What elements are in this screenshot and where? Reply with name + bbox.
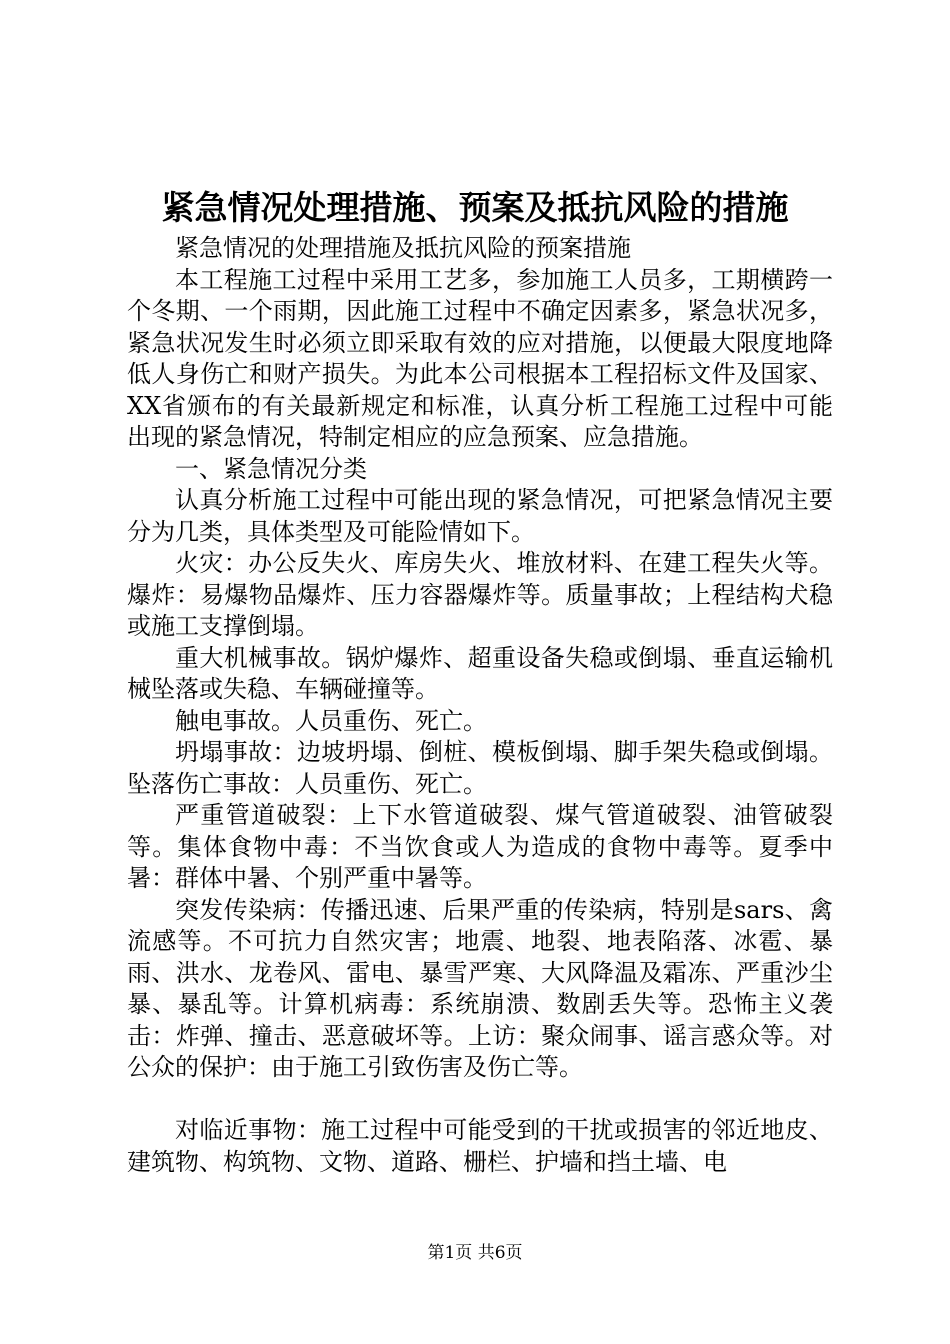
document-title: 紧急情况处理措施、预案及抵抗风险的措施	[161, 188, 789, 227]
blank-line	[127, 1084, 833, 1116]
paragraph-intro: 本工程施工过程中采用工艺多，参加施工人员多，工期横跨一个冬期、一个雨期，因此施工过程中不确定因素多，紧急状况多，紧急状况发生时必须立即采取有效的应对措施，以便最大限度地降低人身伤亡和财产损失。为此本公司根据本工程招标文件及国家、XX省颁布的有关最新规定和标准，认真分析工程施工过程中可能出现的紧急情况，特制定相应的应急预案、应急措施。	[127, 265, 833, 451]
paragraph-collapse: 坍塌事故：边坡坍塌、倒桩、模板倒塌、脚手架失稳或倒塌。坠落伤亡事故：人员重伤、死亡。	[127, 738, 833, 798]
page-footer: 第1页 共6页	[427, 1243, 523, 1263]
paragraph-subtitle: 紧急情况的处理措施及抵抗风险的预案措施	[175, 234, 631, 262]
paragraph-machinery: 重大机械事故。锅炉爆炸、超重设备失稳或倒塌、垂直运输机械坠落或失稳、车辆碰撞等。	[127, 643, 833, 703]
paragraph-fire: 火灾：办公反失火、库房失火、堆放材料、在建工程失火等。爆炸：易爆物品爆炸、压力容器爆炸等。质量事故；上程结构犬稳或施工支撑倒塌。	[127, 549, 833, 640]
paragraph-pipeline: 严重管道破裂：上下水管道破裂、煤气管道破裂、油管破裂等。集体食物中毒：不当饮食或人为造成的食物中毒等。夏季中暑：群体中暑、个别严重中暑等。	[127, 801, 833, 892]
paragraph-electric: 触电事故。人员重伤、死亡。	[175, 706, 487, 735]
paragraph-nearby: 对临近事物：施工过程中可能受到的干扰或损害的邻近地皮、建筑物、构筑物、文物、道路、栅栏、护墙和挡土墙、电	[127, 1116, 833, 1176]
section-heading-1: 一、紧急情况分类	[175, 454, 367, 483]
paragraph-classification: 认真分析施工过程中可能出现的紧急情况，可把紧急情况主要分为几类，具体类型及可能险情如下。	[127, 486, 833, 546]
document-body	[127, 233, 833, 1178]
paragraph-disease: 突发传染病：传播迅速、后果严重的传染病，特别是sars、禽流感等。不可抗力自然灾害；地震、地裂、地表陷落、冰雹、暴雨、洪水、龙卷风、雷电、暴雪严寒、大风降温及霜冻、严重沙尘暴、暴乱等。计算机病毒：系统崩溃、数剧丢失等。恐怖主义袭击：炸弹、撞击、恶意破坏等。上访：聚众闹事、谣言惑众等。对公众的保护：由于施工引致伤害及伤亡等。	[127, 895, 833, 1081]
